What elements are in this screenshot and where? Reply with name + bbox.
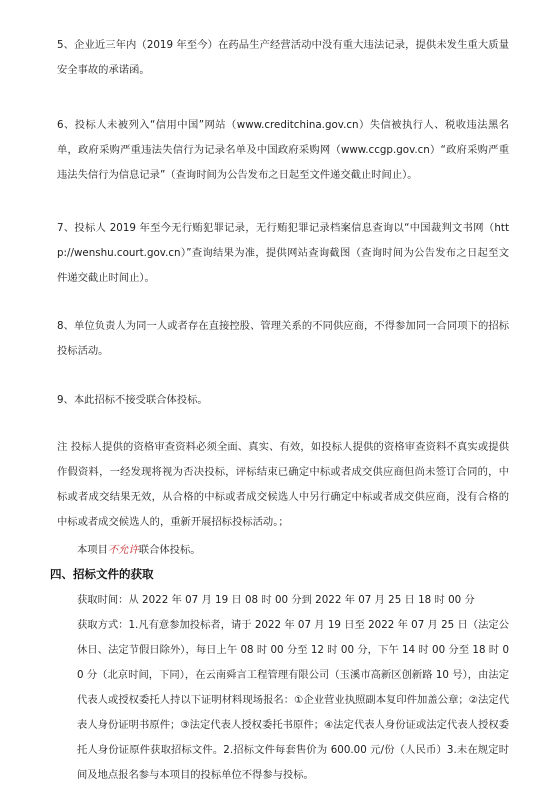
note-block	[57, 435, 509, 535]
clause-9-text: 9、本此招标不接受联合体投标。	[57, 394, 208, 406]
acquisition-method: 获取方式：1.凡有意参加投标者，请于 2022 年 07 月 19 日至 2022 年 07 月 25 日（法定公休日、法定节假日除外），每日上午 08 时 00 分至 12 时 00 分，下午 14 时 00 分至 18 时 00 分（北京时间，下同），在云南舜言工程管理有限公司（玉溪市高新区创新路 10 号），由法定代表人或授权委托人持以下证明材料现场报名：①企业营业执照副本复印件加盖公章；②法定代表人身份证明书原件；③法定代表人授权委托书原件；④法定代表人身份证或法定代表人授权委托人身份证原件获取招标文件。2.招标文件每套售价为 600.00 元/份（人民币）3.未在规定时间及地点报名参与本项目的投标单位不得参与投标。	[77, 619, 509, 781]
clause-6-text: 6、投标人未被列入“信用中国”网站（www.creditchina.gov.cn）失信被执行人、税收违法黑名单，政府采购严重违法失信行为记录名单及中国政府采购网（www.ccgp.gov.cn）“政府采购严重违法失信行为信息记录”（查询时间为公告发布之日起至文件递交截止时间止）。	[57, 119, 509, 181]
joint-bid-suffix: 联合体投标。	[138, 544, 201, 556]
joint-bid-text	[57, 538, 509, 563]
clause-7	[57, 216, 509, 291]
section-4-body	[57, 588, 509, 788]
clause-8	[57, 314, 509, 364]
clause-6	[57, 113, 509, 188]
clause-5	[57, 33, 509, 83]
clause-5-text: 5、企业近三年内（2019 年至今）在药品生产经营活动中没有重大违法记录，提供未发生重大质量安全事故的承诺函。	[57, 39, 509, 76]
joint-bid-prefix: 本项目	[77, 544, 108, 556]
clause-9	[57, 388, 509, 413]
acquisition-time: 获取时间：从 2022 年 07 月 19 日 08 时 00 分到 2022 年 07 月 25 日 18 时 00 分	[77, 594, 475, 606]
joint-bid-highlight: 不允许	[107, 544, 139, 556]
note-text: 注 投标人提供的资格审查资料必须全面、真实、有效，如投标人提供的资格审查资料不真实或提供作假资料，一经发现将视为否决投标，评标结束已确定中标或者成交供应商但尚未签订合同的，中标或者成交结果无效，从合格的中标或者成交候选人中另行确定中标或者成交供应商，没有合格的中标或者成交候选人的，重新开展招标投标活动。；	[57, 441, 509, 528]
joint-bid-line	[57, 538, 509, 563]
clause-7-text: 7、投标人 2019 年至今无行贿犯罪记录，无行贿犯罪记录档案信息查询以“中国裁判文书网（http://wenshu.court.gov.cn）”查询结果为准，提供网站查询截图（查询时间为公告发布之日起至文件递交截止时间止）。	[57, 222, 509, 284]
section-4-heading: 四、招标文件的获取	[50, 567, 154, 581]
clause-8-text: 8、单位负责人为同一人或者存在直接控股、管理关系的不同供应商，不得参加同一合同项下的招标投标活动。	[57, 320, 509, 357]
